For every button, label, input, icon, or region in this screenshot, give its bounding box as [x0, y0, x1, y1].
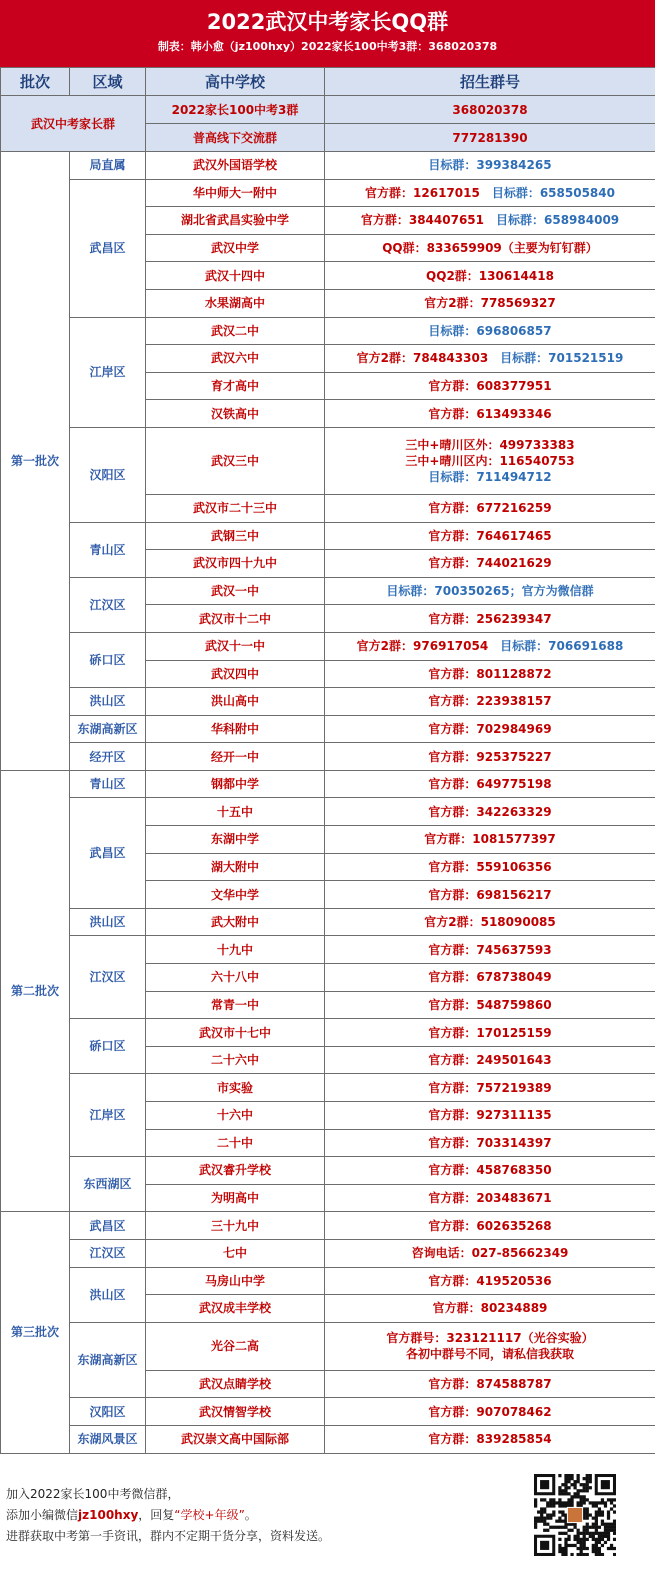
table-row [1, 1398, 655, 1426]
table-row [1, 522, 655, 550]
group-number-cell [325, 262, 655, 290]
group-number-cell [325, 1074, 655, 1102]
group-number: 官方2群：976917054 [356, 639, 489, 654]
group-number: 官方2群：518090085 [424, 915, 556, 930]
district-cell: 经开区 [70, 743, 146, 771]
parent-group-number: 368020378 [325, 96, 655, 124]
group-number: 官方群：80234889 [432, 1301, 548, 1316]
school-name: 十九中 [146, 936, 325, 964]
school-name: 武汉二中 [146, 317, 325, 345]
group-number: 官方群：874588787 [428, 1377, 552, 1392]
column-header-school: 高中学校 [146, 68, 325, 96]
group-number: 目标群：706691688 [500, 639, 624, 654]
parent-group-name: 普高线下交流群 [146, 124, 325, 152]
group-number-cell [325, 317, 655, 345]
group-number: 官方群：458768350 [428, 1163, 552, 1178]
group-number: 官方群：703314397 [428, 1135, 552, 1150]
district-cell: 武昌区 [70, 179, 146, 317]
parent-group-row [1, 96, 655, 124]
group-number-cell [325, 1019, 655, 1047]
school-name: 湖北省武昌实验中学 [146, 207, 325, 235]
school-name: 常青一中 [146, 991, 325, 1019]
table-row [1, 1074, 655, 1102]
district-cell: 江汉区 [70, 936, 146, 1019]
table-row [1, 632, 655, 660]
school-name: 武汉三中 [146, 427, 325, 494]
table-row [1, 1425, 655, 1453]
table-row [1, 577, 655, 605]
group-number-cell [325, 1129, 655, 1157]
group-number: 目标群：658984009 [496, 213, 620, 228]
table-row [1, 152, 655, 180]
group-number: 官方群：223938157 [428, 694, 552, 709]
school-name: 武汉市十七中 [146, 1019, 325, 1047]
group-number: 官方群：678738049 [428, 970, 552, 985]
table-header-row [1, 68, 655, 96]
group-number: 官方群：419520536 [428, 1273, 552, 1288]
school-name: 武汉市十二中 [146, 605, 325, 633]
qr-code-icon [534, 1474, 616, 1556]
group-number: 目标群：658505840 [491, 185, 615, 200]
group-number-line: 各初中群号不同，请私信我获取 [405, 1347, 574, 1362]
group-number-cell [325, 1295, 655, 1323]
column-header-group-number: 招生群号 [325, 68, 655, 96]
group-number-cell [325, 1157, 655, 1185]
group-number-cell [325, 1239, 655, 1267]
district-cell: 江汉区 [70, 1239, 146, 1267]
table-row [1, 1212, 655, 1240]
parent-group-name: 2022家长100中考3群 [146, 96, 325, 124]
group-number: 目标群：399384265 [428, 158, 552, 173]
group-number: 官方2群：778569327 [424, 296, 556, 311]
group-number: 官方群：548759860 [428, 997, 552, 1012]
school-name: 三十九中 [146, 1212, 325, 1240]
group-number: 官方群：12617015 [365, 185, 480, 200]
footer-line-3: 进群获取中考第一手资讯，群内不定期干货分享，资料发送。 [6, 1529, 331, 1543]
reply-keyword: “学校+年级” [174, 1508, 245, 1522]
school-name: 水果湖高中 [146, 289, 325, 317]
footer-line-2-suffix: 。 [244, 1508, 257, 1522]
table-row [1, 1239, 655, 1267]
school-name: 七中 [146, 1239, 325, 1267]
group-number-cell [325, 1267, 655, 1295]
table-row [1, 743, 655, 771]
footer-line-2 [6, 1505, 330, 1526]
group-number-cell [325, 522, 655, 550]
school-name: 武汉市二十三中 [146, 494, 325, 522]
district-cell: 武昌区 [70, 1212, 146, 1240]
school-name: 育才高中 [146, 372, 325, 400]
table-row [1, 1267, 655, 1295]
group-number-cell [325, 991, 655, 1019]
group-number: 官方群：745637593 [428, 942, 552, 957]
group-number: 官方群：698156217 [428, 887, 552, 902]
footer-line-2-mid: ，回复 [138, 1508, 175, 1522]
group-number: 官方群：1081577397 [424, 832, 556, 847]
school-name: 洪山高中 [146, 688, 325, 716]
group-number: 官方群：927311135 [428, 1108, 552, 1123]
group-number: 官方群：170125159 [428, 1025, 552, 1040]
column-header-district: 区域 [70, 68, 146, 96]
school-name: 钢都中学 [146, 770, 325, 798]
group-number: QQ群：833659909（主要为钉钉群） [382, 241, 598, 256]
group-number: 官方群：613493346 [428, 406, 552, 421]
table-row [1, 688, 655, 716]
wechat-id: jz100hxy [78, 1508, 139, 1522]
group-number: 官方群：801128872 [428, 666, 552, 681]
district-cell: 洪山区 [70, 908, 146, 936]
district-cell: 局直属 [70, 152, 146, 180]
district-cell: 汉阳区 [70, 1398, 146, 1426]
district-cell: 洪山区 [70, 688, 146, 716]
district-cell: 东湖高新区 [70, 715, 146, 743]
district-cell: 武昌区 [70, 798, 146, 908]
school-name: 武汉六中 [146, 345, 325, 373]
table-row [1, 798, 655, 826]
school-name: 东湖中学 [146, 826, 325, 854]
group-number-cell [325, 798, 655, 826]
group-number-cell [325, 494, 655, 522]
column-header-batch: 批次 [1, 68, 70, 96]
group-number-line: 官方群号：323121117（光谷实验） [386, 1331, 594, 1346]
group-number-cell [325, 826, 655, 854]
group-number-cell [325, 881, 655, 909]
group-number: 目标群：700350265；官方为微信群 [386, 584, 594, 599]
group-number: 官方群：757219389 [428, 1080, 552, 1095]
school-name: 武汉四中 [146, 660, 325, 688]
group-number: 官方群：203483671 [428, 1191, 552, 1206]
group-number-cell [325, 1398, 655, 1426]
district-cell: 江岸区 [70, 317, 146, 427]
group-number-line: 三中+晴川区内：116540753 [405, 453, 575, 468]
parent-group-label: 武汉中考家长群 [1, 96, 146, 152]
district-cell: 汉阳区 [70, 427, 146, 522]
table-row [1, 715, 655, 743]
group-number-cell [325, 632, 655, 660]
qq-group-table [0, 67, 655, 1454]
group-number: 官方群：559106356 [428, 859, 552, 874]
group-number-cell [325, 964, 655, 992]
group-number-line: 三中+晴川区外：499733383 [405, 437, 575, 452]
page-title: 2022武汉中考家长QQ群 [206, 10, 449, 34]
district-cell: 江岸区 [70, 1074, 146, 1157]
page-header [0, 0, 655, 67]
group-number: 官方群：249501643 [428, 1053, 552, 1068]
footer-line-1: 加入2022家长100中考微信群， [6, 1487, 180, 1501]
footer-text [6, 1484, 330, 1547]
district-cell: 东湖高新区 [70, 1322, 146, 1398]
group-number-cell [325, 688, 655, 716]
school-name: 湖大附中 [146, 853, 325, 881]
table-row [1, 1157, 655, 1185]
group-number-line: 目标群：711494712 [428, 469, 552, 484]
table-row [1, 1019, 655, 1047]
school-name: 武汉成丰学校 [146, 1295, 325, 1323]
group-number-cell [325, 936, 655, 964]
group-number-cell [325, 345, 655, 373]
school-name: 马房山中学 [146, 1267, 325, 1295]
group-number: 官方2群：784843303 [356, 351, 489, 366]
group-number-cell [325, 1212, 655, 1240]
group-number-cell [325, 179, 655, 207]
parent-group-number: 777281390 [325, 124, 655, 152]
group-number-cell [325, 1370, 655, 1398]
school-name: 武汉十四中 [146, 262, 325, 290]
group-number-cell [325, 1322, 655, 1370]
group-number-cell [325, 743, 655, 771]
group-number-cell [325, 550, 655, 578]
table-row [1, 1322, 655, 1370]
group-number-cell [325, 660, 655, 688]
group-number: 官方群：744021629 [428, 556, 552, 571]
group-number-cell [325, 908, 655, 936]
group-number-cell [325, 770, 655, 798]
group-number-cell [325, 853, 655, 881]
table-row [1, 317, 655, 345]
school-name: 市实验 [146, 1074, 325, 1102]
batch-cell: 第三批次 [1, 1212, 70, 1453]
group-number: 官方群：342263329 [428, 804, 552, 819]
group-number: 官方群：602635268 [428, 1218, 552, 1233]
school-name: 十五中 [146, 798, 325, 826]
school-name: 华中师大一附中 [146, 179, 325, 207]
group-number-cell [325, 1184, 655, 1212]
school-name: 武汉睿升学校 [146, 1157, 325, 1185]
district-cell: 东西湖区 [70, 1157, 146, 1212]
group-number: 官方群：256239347 [428, 611, 552, 626]
group-number: 官方群：677216259 [428, 501, 552, 516]
district-cell: 硚口区 [70, 632, 146, 687]
group-number-cell [325, 289, 655, 317]
batch-cell: 第一批次 [1, 152, 70, 771]
school-name: 为明高中 [146, 1184, 325, 1212]
group-number: 目标群：696806857 [428, 323, 552, 338]
group-number: 官方群：925375227 [428, 749, 552, 764]
group-number: 官方群：608377951 [428, 379, 552, 394]
group-number: 官方群：649775198 [428, 777, 552, 792]
group-number-cell [325, 207, 655, 235]
district-cell: 硚口区 [70, 1019, 146, 1074]
table-row [1, 179, 655, 207]
table-row [1, 936, 655, 964]
district-cell: 江汉区 [70, 577, 146, 632]
school-name: 武汉崇文高中国际部 [146, 1425, 325, 1453]
group-number: 目标群：701521519 [500, 351, 624, 366]
table-row [1, 908, 655, 936]
group-number: 官方群：907078462 [428, 1404, 552, 1419]
group-number-cell [325, 234, 655, 262]
group-number-cell [325, 577, 655, 605]
school-name: 文华中学 [146, 881, 325, 909]
group-number-cell [325, 1425, 655, 1453]
district-cell: 青山区 [70, 770, 146, 798]
table-row [1, 427, 655, 494]
school-name: 华科附中 [146, 715, 325, 743]
school-name: 武钢三中 [146, 522, 325, 550]
school-name: 武汉中学 [146, 234, 325, 262]
school-name: 武汉外国语学校 [146, 152, 325, 180]
school-name: 武大附中 [146, 908, 325, 936]
group-number: 官方群：764617465 [428, 528, 552, 543]
page-subtitle: 制表：韩小愈（jz100hxy）2022家长100中考3群：368020378 [157, 40, 498, 53]
school-name: 二十中 [146, 1129, 325, 1157]
school-name: 武汉情智学校 [146, 1398, 325, 1426]
group-number-cell [325, 715, 655, 743]
district-cell: 东湖风景区 [70, 1425, 146, 1453]
group-number: 官方群：702984969 [428, 721, 552, 736]
school-name: 经开一中 [146, 743, 325, 771]
group-number: QQ2群：130614418 [426, 268, 554, 283]
district-cell: 青山区 [70, 522, 146, 577]
group-number: 官方群：384407651 [360, 213, 484, 228]
school-name: 武汉点睛学校 [146, 1370, 325, 1398]
footer-line-2-prefix: 添加小编微信 [6, 1508, 79, 1522]
school-name: 二十六中 [146, 1046, 325, 1074]
group-number: 官方群：839285854 [428, 1432, 552, 1447]
group-number-cell [325, 427, 655, 494]
school-name: 汉铁高中 [146, 400, 325, 428]
school-name: 武汉一中 [146, 577, 325, 605]
group-number: 咨询电话：027-85662349 [411, 1246, 569, 1261]
group-number-cell [325, 1046, 655, 1074]
district-cell: 洪山区 [70, 1267, 146, 1322]
table-row [1, 770, 655, 798]
group-number-cell [325, 372, 655, 400]
group-number-cell [325, 400, 655, 428]
school-name: 武汉市四十九中 [146, 550, 325, 578]
school-name: 六十八中 [146, 964, 325, 992]
batch-cell: 第二批次 [1, 770, 70, 1212]
group-number-cell [325, 1102, 655, 1130]
school-name: 武汉十一中 [146, 632, 325, 660]
group-number-cell [325, 152, 655, 180]
school-name: 十六中 [146, 1102, 325, 1130]
school-name: 光谷二高 [146, 1322, 325, 1370]
group-number-cell [325, 605, 655, 633]
